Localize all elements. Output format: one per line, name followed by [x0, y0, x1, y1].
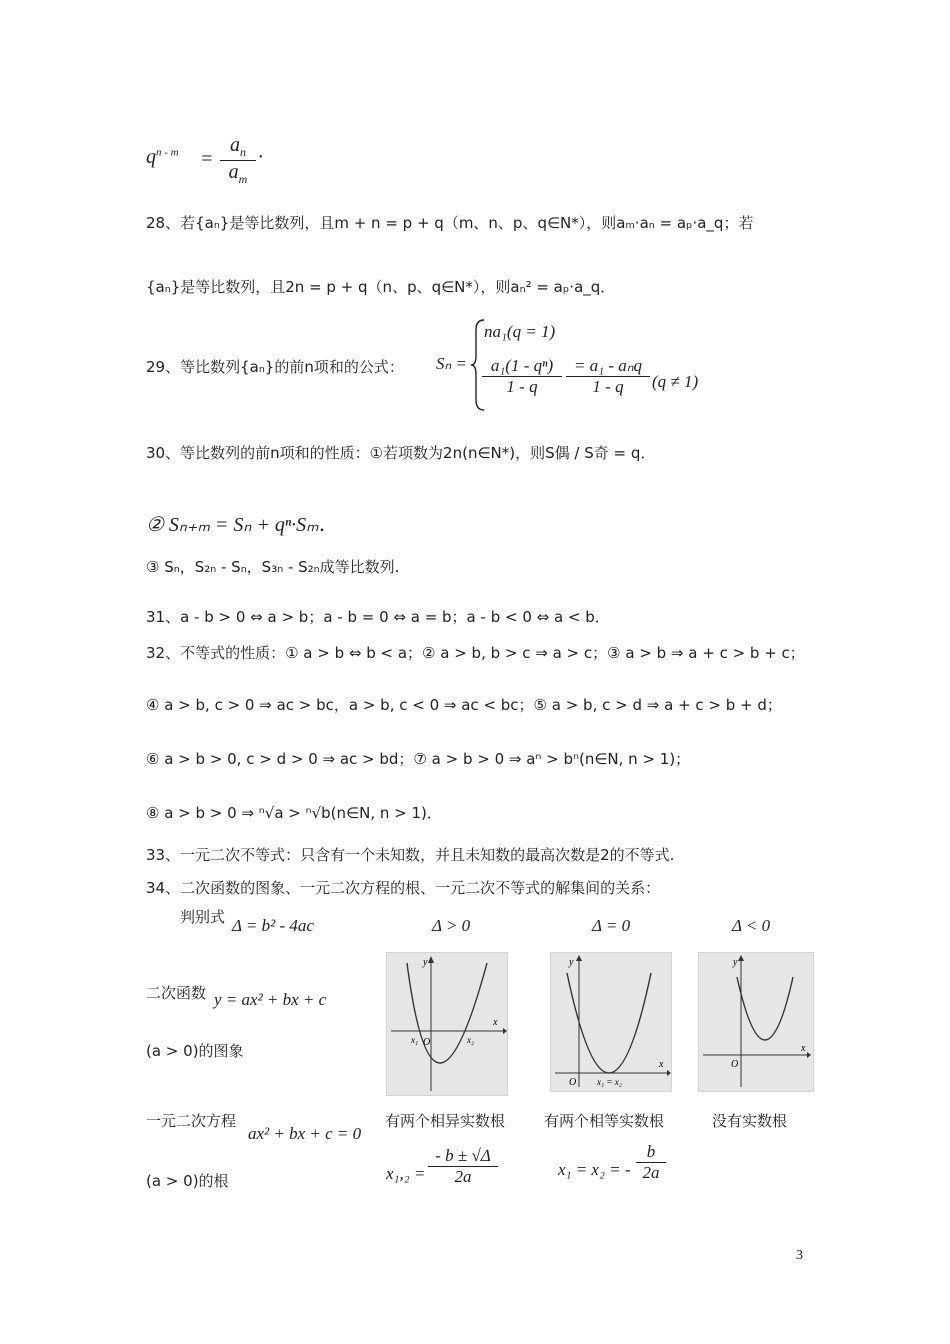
svg-text:y: y [423, 957, 428, 968]
item-29-case1: na₁(q = 1) [484, 322, 556, 341]
formula-q-power: $q^{n - m}$ [146, 146, 179, 168]
svg-text:x₁: x₁ [411, 1035, 419, 1045]
svg-text:O: O [731, 1059, 739, 1070]
item-29-fraction2: = a₁ - aₙq 1 - q [566, 356, 650, 397]
equals-sign: = [200, 148, 214, 170]
roots-none: 没有实数根 [712, 1112, 788, 1130]
fraction-an-am: $a_n$ $a_m$ [220, 134, 256, 187]
item-32-line4: ⑧ a > b > 0 ⇒ ⁿ√a > ⁿ√b(n∈N, n > 1)． [146, 804, 442, 822]
roots-two-distinct: 有两个相异实数根 [385, 1112, 506, 1130]
svg-text:x: x [659, 1059, 664, 1070]
item-30-line3: ③ Sₙ，S₂ₙ - Sₙ，S₃ₙ - S₂ₙ成等比数列. [146, 558, 400, 576]
svg-text:O: O [423, 1037, 431, 1048]
func-cond: (a > 0)的图象 [146, 1042, 244, 1060]
svg-text:y: y [733, 957, 738, 968]
item-32-line2: ④ a > b, c > 0 ⇒ ac > bc，a > b, c < 0 ⇒ ac < bc；⑤ a > b, c > d ⇒ a + c > b + d； [146, 696, 782, 714]
item-28-line2: {aₙ}是等比数列，且2n = p + q（n、p、q∈N*），则aₙ² = aₚ·a_q． [146, 278, 616, 296]
item-30-line2: ② Sₙ₊ₘ = Sₙ + qⁿ·Sₘ． [146, 514, 339, 536]
item-33: 33、一元二次不等式：只含有一个未知数，并且未知数的最高次数是2的不等式. [146, 846, 675, 864]
item-29-sn: Sₙ = [436, 354, 467, 373]
item-31: 31、a - b > 0 ⇔ a > b；a - b = 0 ⇔ a = b；a - b < 0 ⇔ a < b． [146, 608, 610, 626]
page-number: 3 [796, 1248, 803, 1263]
svg-text:x₂: x₂ [467, 1035, 475, 1045]
col-header-zero: Δ = 0 [592, 916, 631, 935]
item-30-line1: 30、等比数列的前n项和的性质：①若项数为2n(n∈N*)，则S偶 / S奇 = q． [146, 444, 656, 462]
item-28-line1: 28、若{aₙ}是等比数列，且m + n = p + q（m、n、p、q∈N*），则aₘ·aₙ = aₚ·a_q；若 [146, 214, 754, 232]
graph-two-roots [386, 952, 508, 1096]
item-29-fraction1: a₁(1 - qⁿ) 1 - q [482, 356, 562, 397]
disc-label: 判别式 [180, 908, 226, 926]
col-header-positive: Δ > 0 [432, 916, 471, 935]
item-32-line3: ⑥ a > b > 0, c > d > 0 ⇒ ac > bd；⑦ a > b > 0 ⇒ aⁿ > bⁿ(n∈N, n > 1)； [146, 750, 691, 768]
item-34: 34、二次函数的图象、一元二次方程的根、一元二次不等式的解集间的关系： [146, 879, 661, 897]
graph-double-root [550, 952, 672, 1092]
item-29-label: 29、等比数列{aₙ}的前n项和的公式： [146, 358, 404, 376]
root1-lhs: x₁,₂ = [386, 1164, 426, 1183]
col-header-negative: Δ < 0 [732, 916, 771, 935]
svg-text:y: y [569, 957, 574, 968]
period: · [258, 146, 263, 168]
func-formula: y = ax² + bx + c [214, 990, 327, 1009]
graph-no-roots [698, 952, 814, 1092]
eq-formula: ax² + bx + c = 0 [248, 1124, 362, 1143]
item-32-line1: 32、不等式的性质：① a > b ⇔ b < a；② a > b, b > c ⇒ a > c；③ a > b ⇒ a + c > b + c； [146, 644, 805, 662]
svg-text:x: x [801, 1043, 806, 1054]
disc-formula: Δ = b² - 4ac [232, 916, 314, 935]
eq-cond: (a > 0)的根 [146, 1172, 229, 1190]
roots-two-equal: 有两个相等实数根 [544, 1112, 665, 1130]
item-29-cond: (q ≠ 1) [652, 372, 699, 391]
svg-text:O: O [569, 1077, 577, 1088]
root2-fraction: b 2a [636, 1142, 666, 1183]
svg-text:x₁ = x₂: x₁ = x₂ [597, 1077, 622, 1087]
func-label: 二次函数 [146, 984, 207, 1002]
root2-lhs: x₁ = x₂ = - [558, 1160, 631, 1179]
root1-fraction: - b ± √Δ 2a [428, 1146, 498, 1187]
eq-label: 一元二次方程 [146, 1112, 237, 1130]
svg-text:x: x [493, 1017, 498, 1028]
